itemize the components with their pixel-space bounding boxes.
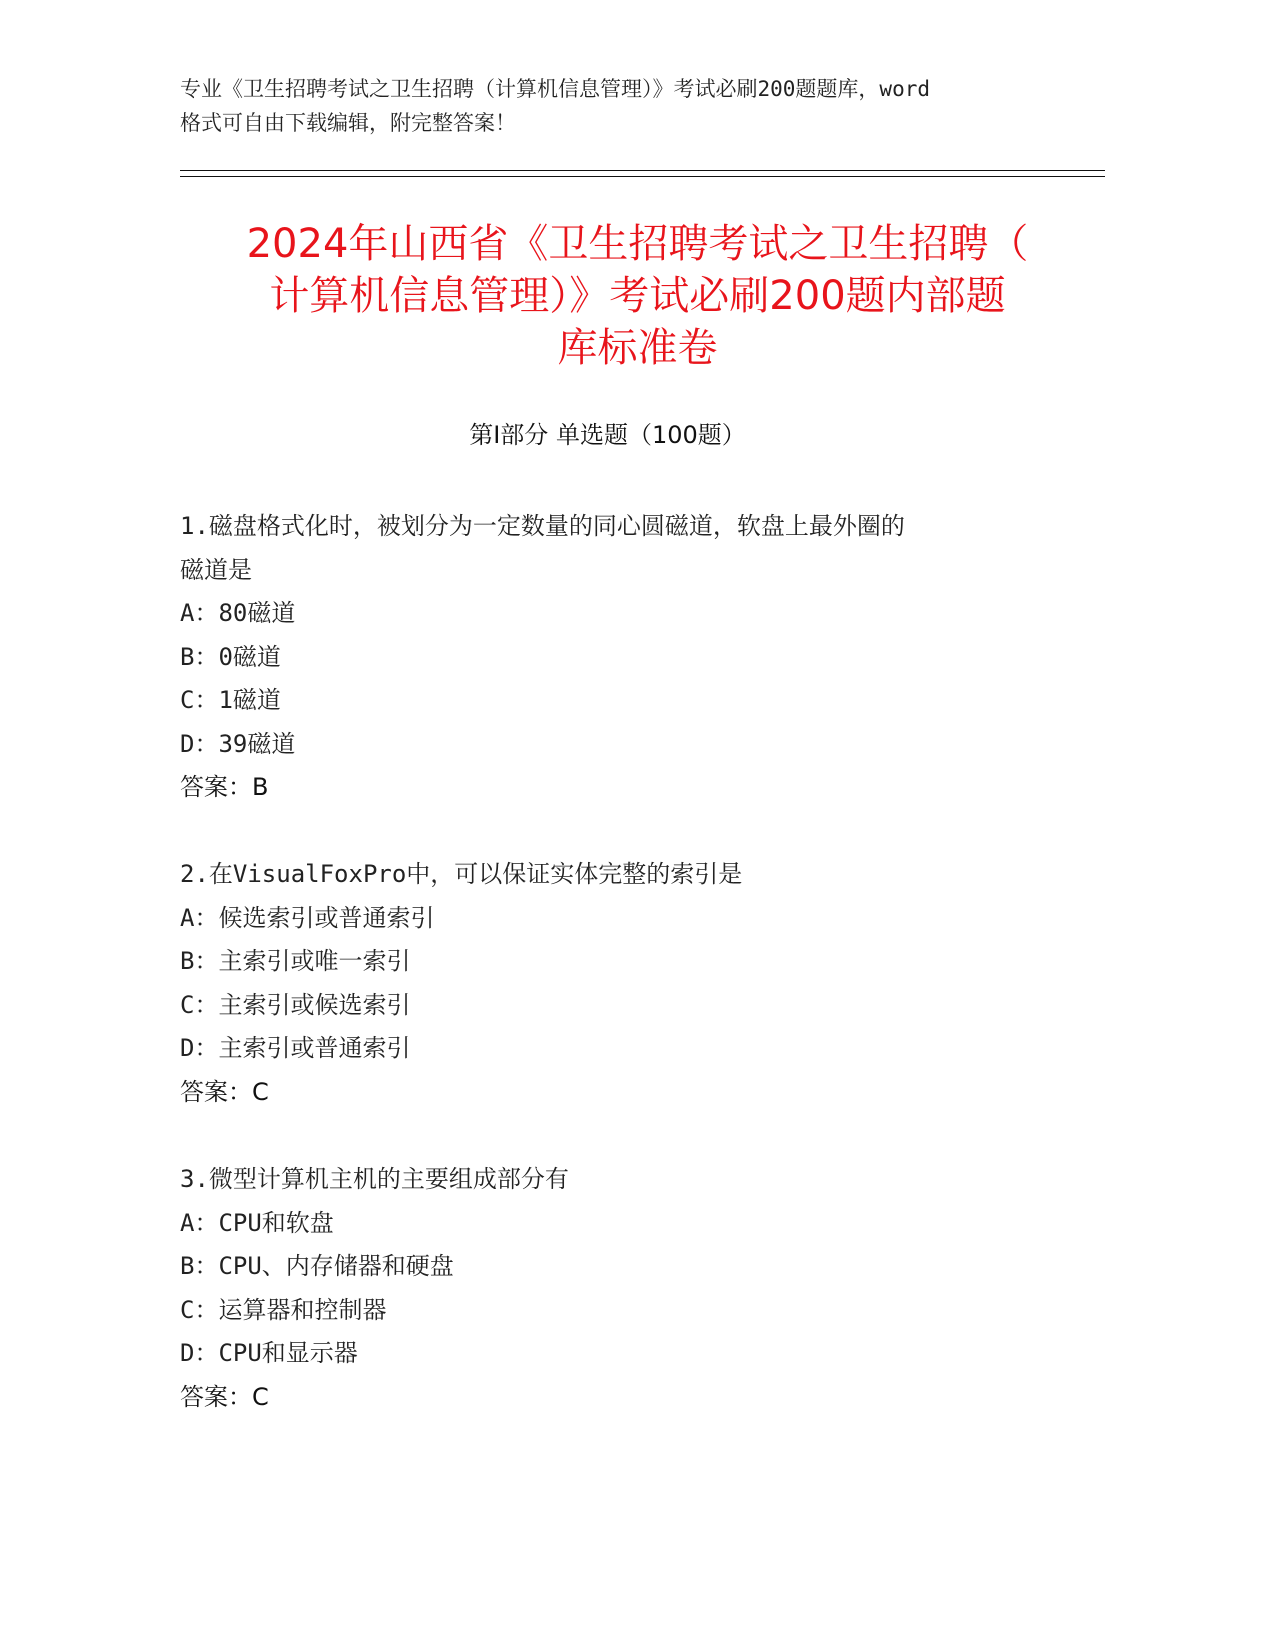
question-1	[180, 505, 1040, 810]
question-3	[180, 1158, 1040, 1419]
option-c: C：1磁道	[180, 686, 281, 714]
section-heading: 第Ⅰ部分 单选题（100题）	[469, 421, 746, 449]
option-a: A：CPU和软盘	[180, 1208, 334, 1237]
answer-line: 答案：C	[180, 1077, 269, 1106]
option-d: D：CPU和显示器	[180, 1339, 358, 1367]
question-stem: 1.磁盘格式化时，被划分为一定数量的同心圆磁道，软盘上最外圈的	[180, 512, 905, 540]
option-d: D：主索引或普通索引	[180, 1034, 411, 1062]
option-a: A：候选索引或普通索引	[180, 903, 435, 932]
option-b: B：主索引或唯一索引	[180, 947, 411, 975]
question-stem-continued: 磁道是	[180, 555, 252, 584]
question-stem: 3.微型计算机主机的主要组成部分有	[180, 1165, 569, 1193]
header-note	[180, 72, 1080, 140]
question-stem: 2.在VisualFoxPro中，可以保证实体完整的索引是	[180, 860, 743, 888]
header-note-line-2: 格式可自由下载编辑，附完整答案！	[180, 111, 516, 135]
question-2	[180, 853, 1040, 1114]
header-note-line-1: 专业《卫生招聘考试之卫生招聘（计算机信息管理）》考试必刷200题题库，word	[180, 77, 930, 101]
option-c: C：主索引或候选索引	[180, 990, 411, 1019]
option-b: B：CPU、内存储器和硬盘	[180, 1252, 454, 1280]
document-title-line-2: 计算机信息管理）》考试必刷200题内部题	[269, 273, 1006, 319]
header-divider-bottom	[180, 176, 1105, 177]
answer-line: 答案：C	[180, 1382, 269, 1411]
answer-line: 答案：B	[180, 773, 269, 801]
option-a: A：80磁道	[180, 599, 296, 627]
option-d: D：39磁道	[180, 729, 296, 758]
document-title	[160, 218, 1115, 374]
document-title-line-1: 2024年山西省《卫生招聘考试之卫生招聘（	[246, 221, 1029, 267]
document-title-line-3: 库标准卷	[557, 325, 718, 371]
header-divider-top	[180, 170, 1105, 171]
option-b: B：0磁道	[180, 642, 281, 671]
option-c: C：运算器和控制器	[180, 1295, 387, 1324]
